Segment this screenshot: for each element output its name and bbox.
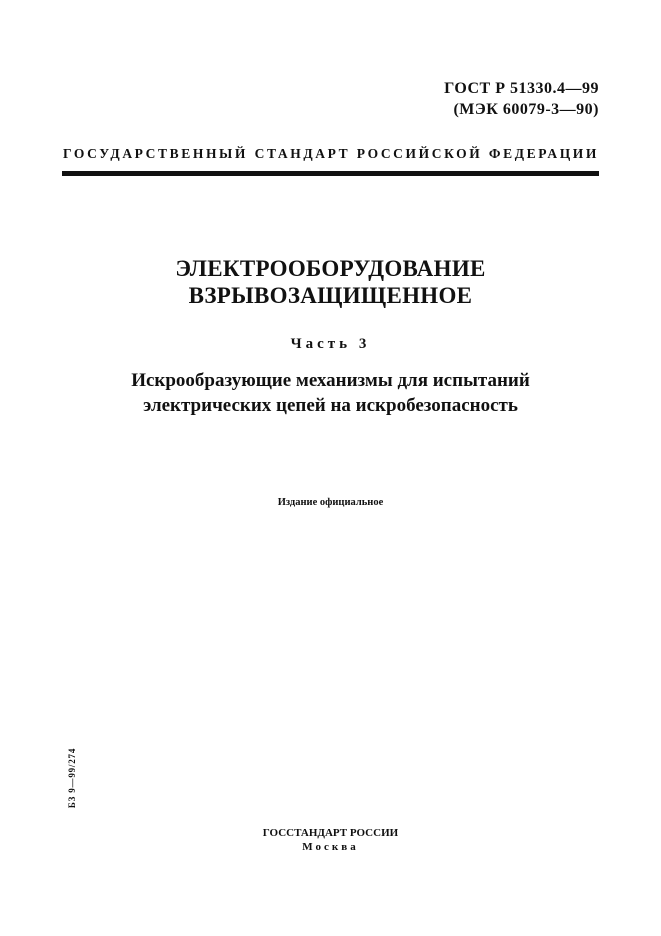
subtitle-line-2: электрических цепей на искробезопасность [143, 395, 518, 416]
document-title [0, 255, 661, 309]
side-catalog-code: БЗ 9—99/274 [67, 747, 77, 809]
edition-note: Издание официальное [277, 497, 384, 508]
standard-designation [444, 78, 599, 120]
publisher-city: Москва [302, 841, 359, 853]
standard-number: ГОСТ Р 51330.4—99 [444, 80, 599, 97]
document-subtitle [0, 368, 661, 418]
state-standard-header: ГОСУДАРСТВЕННЫЙ СТАНДАРТ РОССИЙСКОЙ ФЕДЕРАЦИИ [63, 146, 599, 161]
title-line-2: ВЗРЫВОЗАЩИЩЕННОЕ [188, 283, 473, 308]
header-rule [62, 171, 599, 176]
iec-equivalent-number: (МЭК 60079-3—90) [453, 101, 599, 118]
part-number: Часть 3 [290, 336, 371, 352]
title-line-1: ЭЛЕКТРООБОРУДОВАНИЕ [175, 256, 486, 281]
publisher-name: ГОССТАНДАРТ РОССИИ [262, 827, 399, 839]
subtitle-line-1: Искрообразующие механизмы для испытаний [131, 370, 530, 391]
publisher-block [0, 826, 661, 854]
